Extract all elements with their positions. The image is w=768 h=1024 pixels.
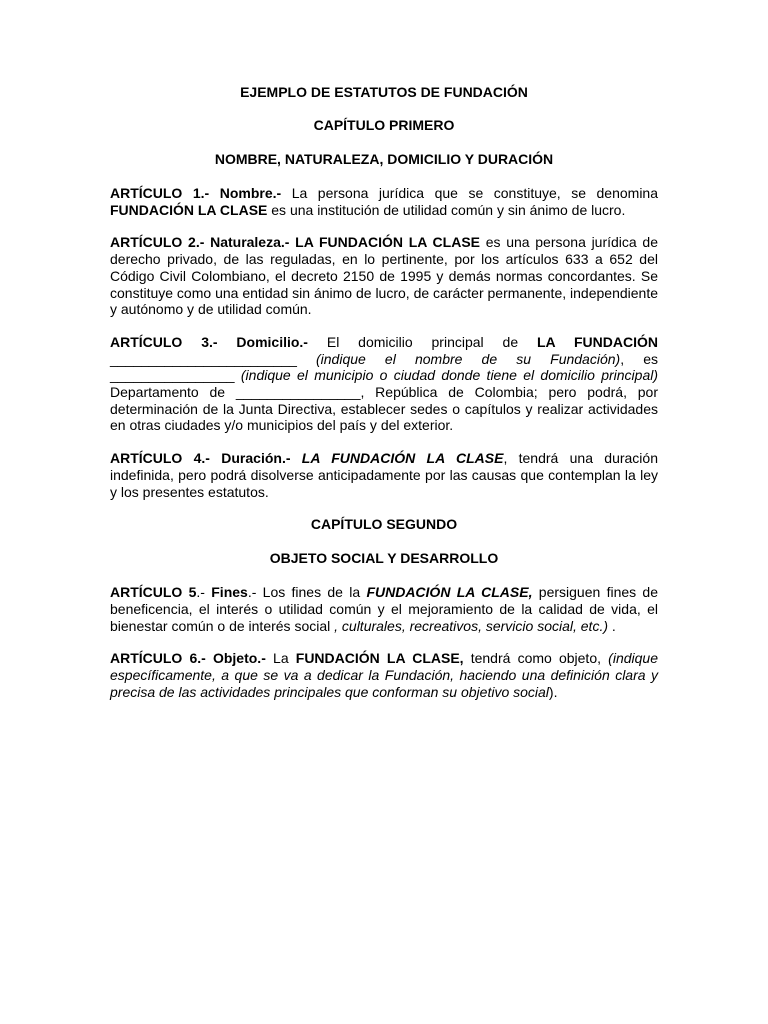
article-1: [110, 185, 658, 218]
article-4-text: , tendrá una duración indefinida, pero podrá disolverse anticipadamente por las causas que contemplan la ley y los presentes estatutos.: [110, 450, 658, 500]
chapter-one-subtitle: NOMBRE, NATURALEZA, DOMICILIO Y DURACIÓN: [214, 151, 554, 167]
article-3-blank-name: ________________________: [110, 350, 316, 367]
article-5-label-b: Fines: [211, 584, 248, 601]
article-4-name: LA FUNDACIÓN LA CLASE: [290, 450, 504, 467]
article-3-text-b: , es ________________: [110, 350, 658, 384]
article-6-hint: (indique específicamente, a que se va a dedicar la Fundación, haciendo una definición clara y precisa de las actividades principales que conforman su objetivo social: [110, 650, 658, 700]
chapter-two-heading: CAPÍTULO SEGUNDO: [310, 516, 458, 533]
article-6-text-c: ).: [548, 683, 558, 700]
article-3-label: ARTÍCULO 3.- Domicilio.-: [110, 333, 308, 350]
article-5-label-a: ARTÍCULO 5: [110, 584, 197, 601]
article-3-hint-domicile: (indique el municipio o ciudad donde tiene el domicilio principal): [240, 367, 659, 384]
article-6-label: ARTÍCULO 6.- Objeto.-: [110, 650, 266, 667]
article-6-text-b: tendrá como objeto,: [463, 650, 609, 667]
chapter-one-heading: CAPÍTULO PRIMERO: [313, 117, 455, 133]
document-page: [110, 84, 658, 716]
article-1-text-a: La persona jurídica que se constituye, se denomina: [281, 185, 659, 201]
article-3-name: LA FUNDACIÓN: [536, 333, 658, 350]
article-5-text-a: .- Los fines de la: [247, 584, 367, 601]
article-2-name: LA FUNDACIÓN LA CLASE: [289, 234, 480, 251]
document-title: EJEMPLO DE ESTATUTOS DE FUNDACIÓN: [240, 84, 528, 100]
article-1-text-b: es una institución de utilidad común y sin ánimo de lucro.: [267, 201, 626, 218]
article-5-punct: .-: [196, 584, 212, 601]
article-4: [110, 450, 658, 500]
article-6-text-a: La: [265, 650, 296, 667]
article-5-text-c: .: [608, 617, 616, 634]
article-2-text: es una persona jurídica de derecho privado, de las reguladas, en lo pertinente, por los artículos 633 a 652 del Código Civil Colombiano, el decreto 2150 de 1995 y demás normas concordantes. Se constituye como una entidad sin ánimo de lucro, de carácter permanente, independiente y autónomo y de utilidad común.: [110, 234, 658, 318]
article-5-name: FUNDACIÓN LA CLASE,: [366, 584, 533, 601]
chapter-two-subtitle: OBJETO SOCIAL Y DESARROLLO: [269, 550, 499, 567]
article-1-name: FUNDACIÓN LA CLASE: [110, 201, 268, 218]
article-1-label: ARTÍCULO 1.- Nombre.-: [110, 185, 282, 201]
article-3-hint-name: (indique el nombre de su Fundación): [316, 350, 621, 367]
article-2-label: ARTÍCULO 2.- Naturaleza.-: [110, 234, 290, 251]
article-2: [110, 234, 658, 318]
article-5: [110, 584, 658, 634]
article-3-text-a: El domicilio principal de: [307, 333, 537, 350]
article-3: [110, 334, 658, 434]
article-6: [110, 650, 658, 700]
article-4-label: ARTÍCULO 4.- Duración.-: [110, 450, 291, 467]
article-6-name: FUNDACIÓN LA CLASE,: [295, 650, 464, 667]
article-5-text-b: persiguen fines de beneficencia, el interés o utilidad común y el mejoramiento de la calidad de vida, el bienestar común o de interés social: [110, 584, 658, 634]
article-5-hint: , culturales, recreativos, servicio social, etc.): [334, 617, 608, 634]
article-3-text-c: Departamento de ________________, República de Colombia; pero podrá, por determinación de la Junta Directiva, establecer sedes o capítulos y realizar actividades en otras ciudades y/o municipios del país y del exterior.: [110, 384, 658, 434]
